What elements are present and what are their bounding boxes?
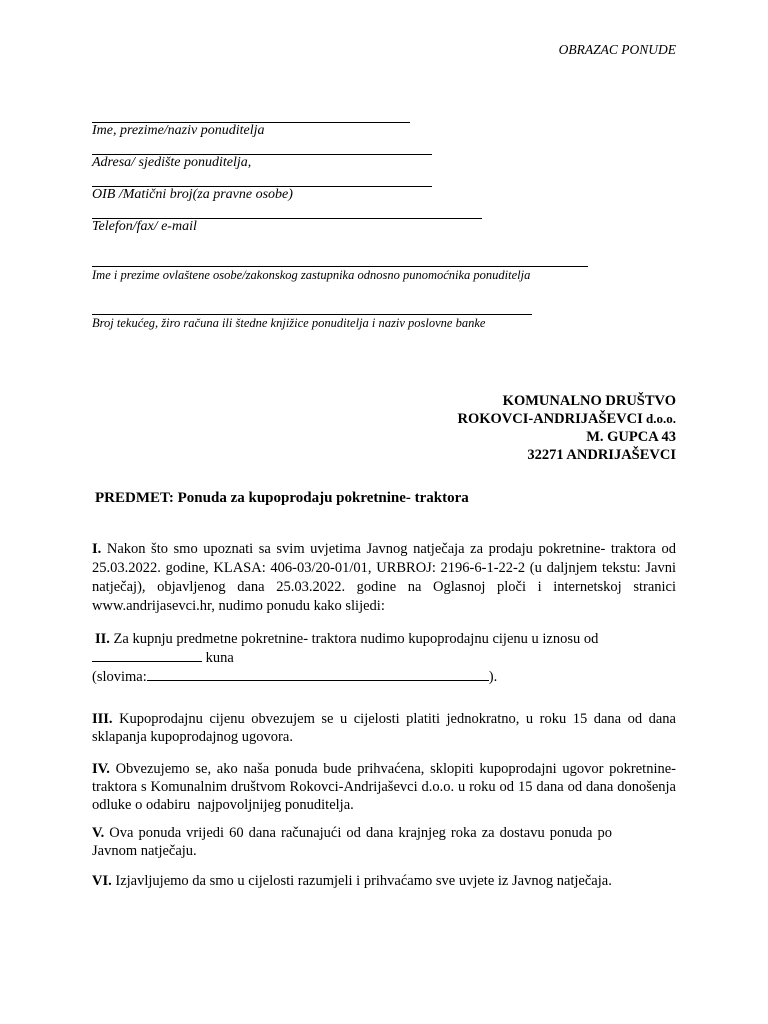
- section-number: III.: [92, 711, 113, 727]
- bidder-name-field[interactable]: [92, 122, 410, 139]
- recipient-name-line2: [457, 410, 676, 428]
- currency-label: kuna: [202, 650, 234, 666]
- field-label: Telefon/fax/ e-mail: [92, 219, 197, 234]
- recipient-address: [457, 392, 676, 464]
- field-label: Adresa/ sjedište ponuditelja,: [92, 155, 252, 170]
- recipient-legal-form: d.o.o.: [642, 411, 676, 426]
- recipient-city: 32271 ANDRIJAŠEVCI: [527, 447, 676, 463]
- recipient-name: ROKOVCI-ANDRIJAŠEVCI: [457, 411, 643, 427]
- section-number: II.: [95, 631, 110, 647]
- in-words-prefix: (slovima:: [92, 669, 147, 685]
- subject-line: PREDMET: Ponuda za kupoprodaju pokretnine- traktora: [95, 490, 469, 506]
- in-words-suffix: ).: [488, 669, 498, 685]
- field-label: OIB /Matični broj(za pravne osobe): [92, 187, 293, 202]
- recipient-name-line1: KOMUNALNO DRUŠTVO: [502, 393, 676, 409]
- bank-account-field[interactable]: [92, 314, 532, 331]
- section-text: Nakon što smo upoznati sa svim uvjetima Javnog natječaja za prodaju pokretnine- traktora od 25.03.2022. godine, KLASA: 406-03/20-01/01, URBROJ: 2196-6-1-22-2 (u daljnjem tekstu: Javni natječaj), objavljenog dana 25.03.2022. godine na Oglasnoj ploči i internetskoj stranici www.andrijasevci.hr, nudimo ponudu kako slijedi:: [92, 541, 676, 614]
- section-i: [92, 540, 676, 616]
- section-text: Ova ponuda vrijedi 60 dana računajući od dana krajnjeg roka za dostavu ponuda po Javnom natječaju.: [92, 825, 612, 859]
- price-in-words-blank[interactable]: [147, 667, 489, 681]
- recipient-street: M. GUPCA 43: [586, 429, 676, 445]
- price-amount-blank[interactable]: [92, 648, 202, 662]
- field-label: Ime i prezime ovlaštene osobe/zakonskog zastupnika odnosno punomoćnika ponuditelja: [92, 268, 531, 282]
- field-label: Ime, prezime/naziv ponuditelja: [92, 123, 265, 138]
- section-number: VI.: [92, 873, 112, 889]
- section-number: IV.: [92, 761, 110, 777]
- section-number: I.: [92, 541, 102, 557]
- section-iv: [92, 760, 705, 814]
- section-ii: [92, 630, 676, 686]
- bidder-oib-field[interactable]: [92, 186, 432, 203]
- authorized-person-field[interactable]: [92, 266, 588, 283]
- section-iii: [92, 710, 676, 746]
- bidder-address-field[interactable]: [92, 154, 432, 171]
- section-text: Obvezujemo se, ako naša ponuda bude prihvaćena, sklopiti kupoprodajni ugovor pokretnine- traktora s Komunalnim društvom Rokovci-Andrijaševci d.o.o. u roku od 15 dana od dana donošenja odluke o odabiru najpovoljnijeg ponuditelja.: [92, 761, 705, 813]
- section-number: V.: [92, 825, 105, 841]
- field-label: Broj tekućeg, žiro računa ili štedne knjižice ponuditelja i naziv poslovne banke: [92, 316, 486, 330]
- section-text: Za kupnju predmetne pokretnine- traktora nudimo kupoprodajnu cijenu u iznosu od: [109, 631, 599, 647]
- section-text: Kupoprodajnu cijenu obvezujem se u cijelosti platiti jednokratno, u roku 15 dana od dana sklapanja kupoprodajnog ugovora.: [92, 711, 676, 745]
- bidder-contact-field[interactable]: [92, 218, 482, 235]
- section-text: Izjavljujemo da smo u cijelosti razumjeli i prihvaćamo sve uvjete iz Javnog natječaja.: [111, 873, 612, 889]
- section-vi: [92, 872, 676, 890]
- section-v: [92, 824, 612, 860]
- form-title: OBRAZAC PONUDE: [558, 42, 676, 57]
